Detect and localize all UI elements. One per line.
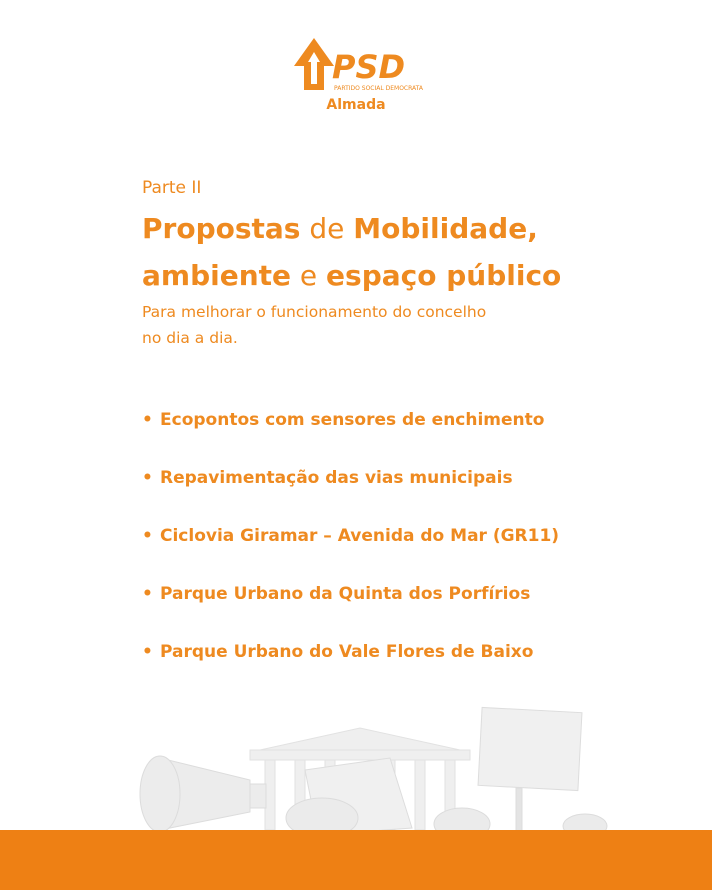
bullet-icon: • — [142, 468, 153, 488]
megaphone-icon — [140, 756, 266, 832]
headline-connector-de: de — [300, 212, 354, 245]
list-item — [142, 526, 559, 584]
list-item-text: Repavimentação das vias municipais — [160, 468, 513, 488]
subtitle-line-2: no dia a dia. — [142, 329, 238, 347]
bullet-icon: • — [142, 642, 153, 662]
subtitle — [142, 299, 562, 351]
footer-bar — [0, 830, 712, 890]
headline-word-mobilidade: Mobilidade, — [353, 212, 538, 245]
headline-word-ambiente: ambiente — [142, 259, 292, 292]
bullet-icon: • — [142, 526, 153, 546]
list-item — [142, 410, 559, 468]
page-title — [142, 205, 682, 299]
protest-illustration — [0, 700, 712, 835]
logo-wordmark: PSD — [332, 48, 406, 86]
headline-connector-e: e — [291, 259, 327, 292]
list-item-text: Parque Urbano da Quinta dos Porfírios — [160, 584, 531, 604]
list-item-text: Parque Urbano do Vale Flores de Baixo — [160, 642, 534, 662]
subtitle-line-1: Para melhorar o funcionamento do concelho — [142, 303, 487, 321]
logo-tagline: PARTIDO SOCIAL DEMOCRATA — [334, 85, 423, 92]
part-label: Parte II — [142, 178, 202, 198]
psd-logo — [288, 32, 428, 94]
list-item — [142, 584, 559, 642]
bullet-icon: • — [142, 584, 153, 604]
arrow-logo-icon — [288, 32, 428, 94]
list-item — [142, 642, 559, 700]
headline-word-propostas: Propostas — [142, 212, 301, 245]
list-item — [142, 468, 559, 526]
bullet-icon: • — [142, 410, 153, 430]
proposal-list — [142, 410, 559, 700]
city-name: Almada — [326, 97, 386, 113]
list-item-text: Ciclovia Giramar – Avenida do Mar (GR11) — [160, 526, 560, 546]
headline-word-espaco: espaço público — [326, 259, 562, 292]
list-item-text: Ecopontos com sensores de enchimento — [160, 410, 545, 430]
